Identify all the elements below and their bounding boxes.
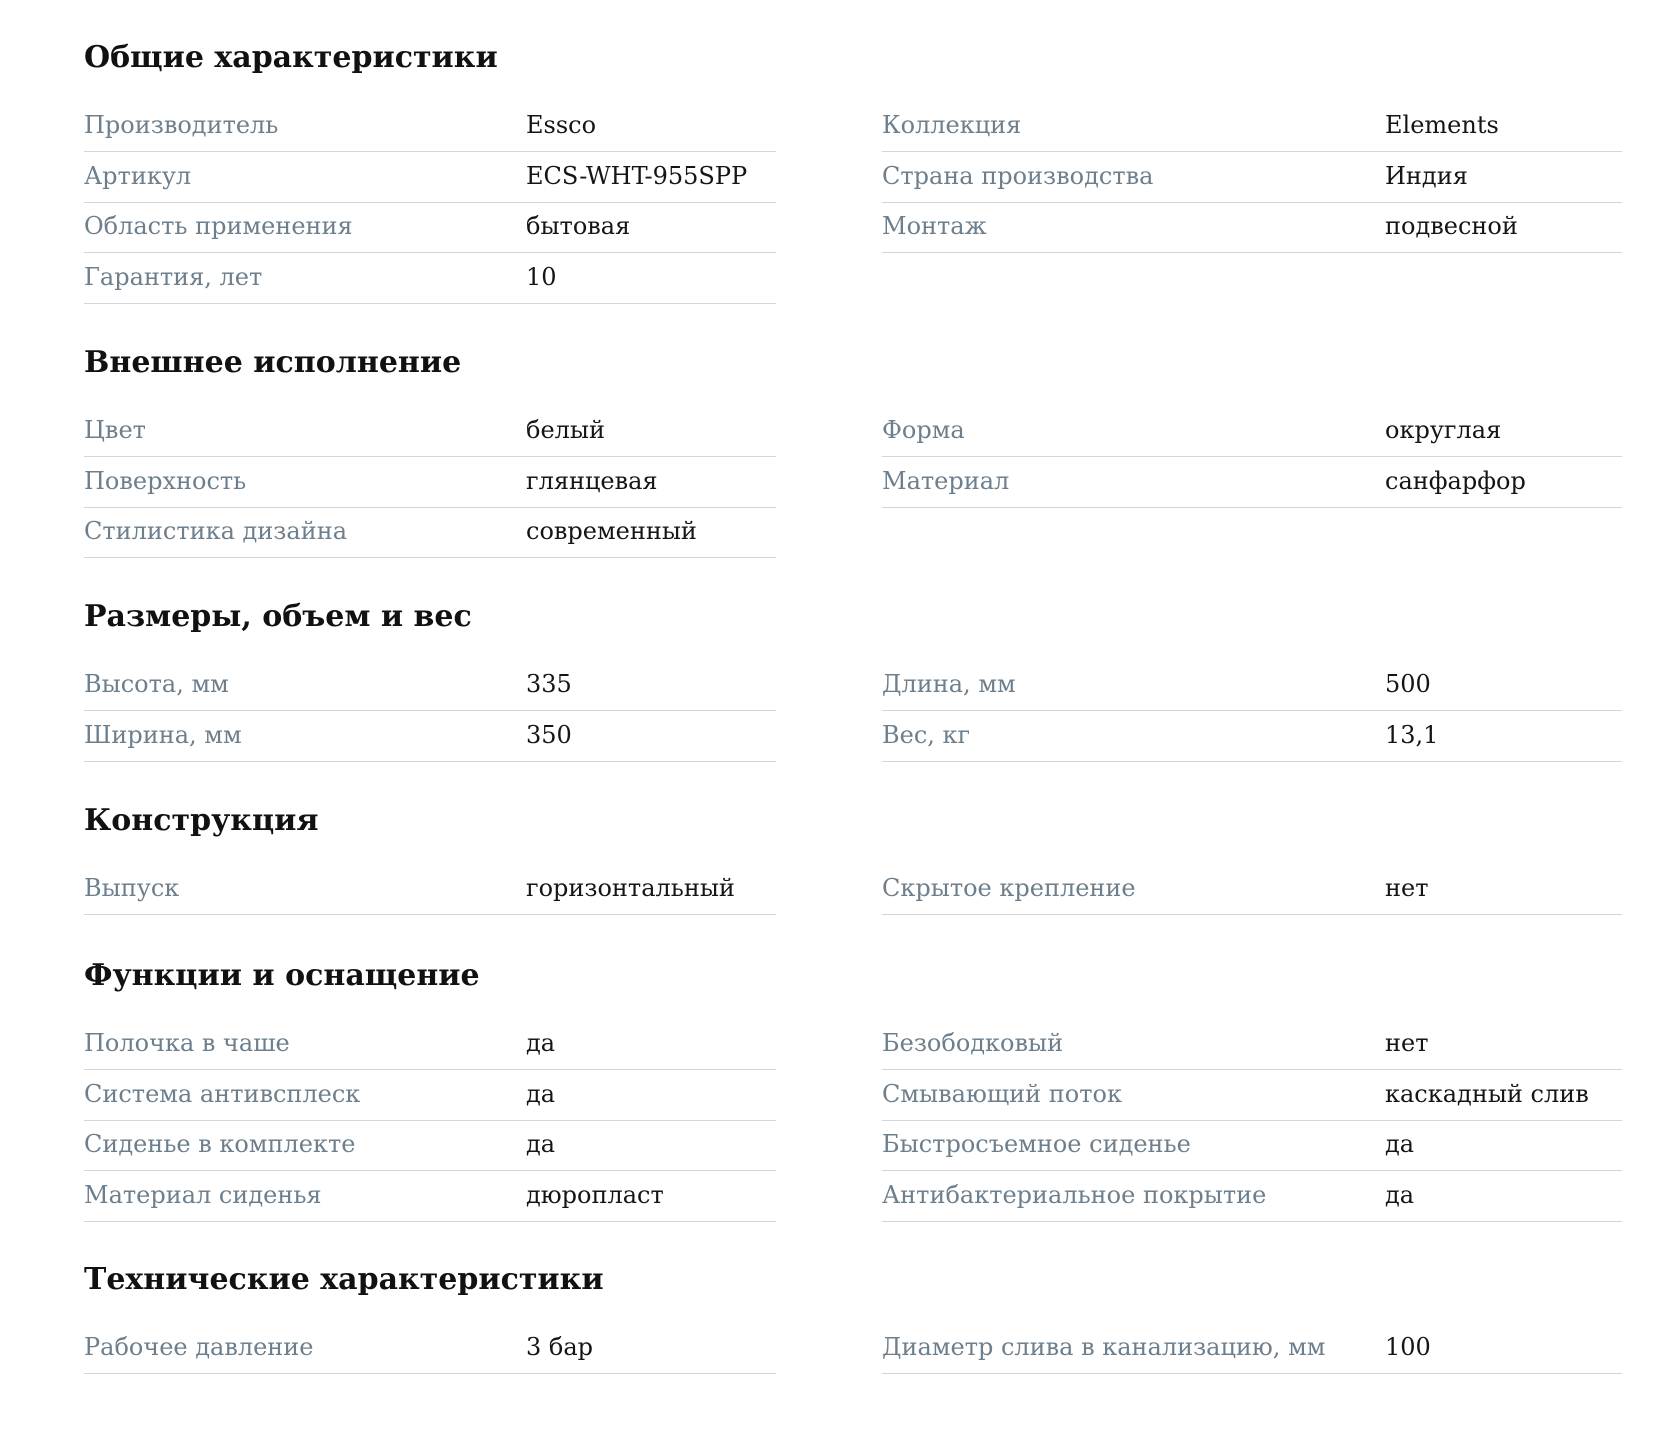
spec-value: санфарфор: [1385, 466, 1526, 495]
spec-label: Смывающий поток: [882, 1079, 1122, 1108]
spec-value: 500: [1385, 670, 1431, 698]
spec-value: да: [526, 1130, 556, 1158]
spec-row: [84, 1020, 776, 1070]
spec-label: Ширина, мм: [84, 720, 242, 749]
spec-value: округлая: [1385, 416, 1502, 444]
spec-row: [84, 661, 776, 711]
spec-value: бытовая: [526, 212, 631, 240]
spec-value: нет: [1385, 874, 1429, 902]
spec-row: [882, 153, 1622, 203]
spec-label: Рабочее давление: [84, 1333, 314, 1361]
spec-value: каскадный слив: [1385, 1079, 1589, 1108]
spec-row: [84, 203, 776, 253]
section-title: Технические характеристики: [84, 1262, 604, 1297]
spec-value: дюропласт: [526, 1180, 664, 1209]
spec-label: Быстросъемное сиденье: [882, 1130, 1191, 1158]
spec-row: [882, 1172, 1622, 1222]
spec-label: Форма: [882, 416, 965, 444]
spec-label: Страна производства: [882, 161, 1154, 190]
spec-label: Гарантия, лет: [84, 262, 263, 291]
spec-value: горизонтальный: [526, 874, 735, 902]
spec-label: Производитель: [84, 111, 279, 139]
spec-value: 350: [526, 720, 572, 749]
spec-row: [84, 1071, 776, 1121]
spec-label: Монтаж: [882, 212, 987, 240]
spec-label: Область применения: [84, 212, 353, 240]
spec-value: ECS-WHT-955SPP: [526, 161, 748, 190]
spec-value: да: [1385, 1130, 1415, 1158]
spec-value: да: [526, 1029, 556, 1057]
spec-row: [84, 865, 776, 915]
spec-row: [882, 203, 1622, 253]
spec-value: белый: [526, 416, 605, 444]
section-title: Общие характеристики: [84, 40, 498, 75]
spec-value: да: [1385, 1180, 1415, 1209]
spec-row: [882, 1020, 1622, 1070]
spec-label: Диаметр слива в канализацию, мм: [882, 1333, 1326, 1361]
spec-value: подвесной: [1385, 212, 1518, 240]
spec-label: Безободковый: [882, 1029, 1064, 1057]
spec-label: Поверхность: [84, 466, 247, 495]
spec-label: Высота, мм: [84, 670, 229, 698]
spec-value: 100: [1385, 1333, 1431, 1361]
spec-label: Сиденье в комплекте: [84, 1130, 356, 1158]
spec-value: глянцевая: [526, 466, 658, 495]
section-title: Внешнее исполнение: [84, 345, 462, 380]
spec-value: 13,1: [1385, 720, 1439, 749]
spec-label: Вес, кг: [882, 720, 971, 749]
spec-value: да: [526, 1079, 556, 1108]
spec-value: нет: [1385, 1029, 1429, 1057]
spec-row: [882, 458, 1622, 508]
spec-value: Essco: [526, 111, 597, 139]
spec-label: Коллекция: [882, 111, 1022, 139]
spec-value: современный: [526, 517, 697, 545]
spec-value: 335: [526, 670, 572, 698]
spec-label: Материал сиденья: [84, 1180, 322, 1209]
spec-row: [882, 102, 1622, 152]
section-title: Размеры, объем и вес: [84, 599, 472, 634]
section-title: Функции и оснащение: [84, 958, 480, 993]
spec-row: [84, 1172, 776, 1222]
spec-label: Система антивсплеск: [84, 1079, 361, 1108]
spec-row: [882, 661, 1622, 711]
spec-label: Стилистика дизайна: [84, 517, 348, 545]
spec-value: 10: [526, 262, 557, 291]
spec-row: [882, 1071, 1622, 1121]
spec-value: 3 бар: [526, 1333, 594, 1361]
spec-label: Скрытое крепление: [882, 874, 1136, 902]
spec-row: [882, 865, 1622, 915]
spec-row: [84, 407, 776, 457]
spec-row: [84, 712, 776, 762]
spec-label: Полочка в чаше: [84, 1029, 290, 1057]
spec-row: [84, 1324, 776, 1374]
spec-row: [84, 254, 776, 304]
spec-label: Выпуск: [84, 874, 180, 902]
spec-row: [882, 407, 1622, 457]
spec-row: [882, 1121, 1622, 1171]
section-title: Конструкция: [84, 803, 319, 838]
spec-row: [84, 1121, 776, 1171]
spec-row: [882, 712, 1622, 762]
spec-value: Индия: [1385, 161, 1468, 190]
spec-label: Материал: [882, 466, 1010, 495]
spec-label: Антибактериальное покрытие: [882, 1180, 1267, 1209]
spec-label: Артикул: [84, 161, 192, 190]
spec-label: Цвет: [84, 416, 146, 444]
spec-row: [84, 508, 776, 558]
spec-row: [84, 102, 776, 152]
spec-row: [84, 458, 776, 508]
spec-row: [882, 1324, 1622, 1374]
spec-value: Elements: [1385, 111, 1499, 139]
spec-label: Длина, мм: [882, 670, 1016, 698]
spec-row: [84, 153, 776, 203]
